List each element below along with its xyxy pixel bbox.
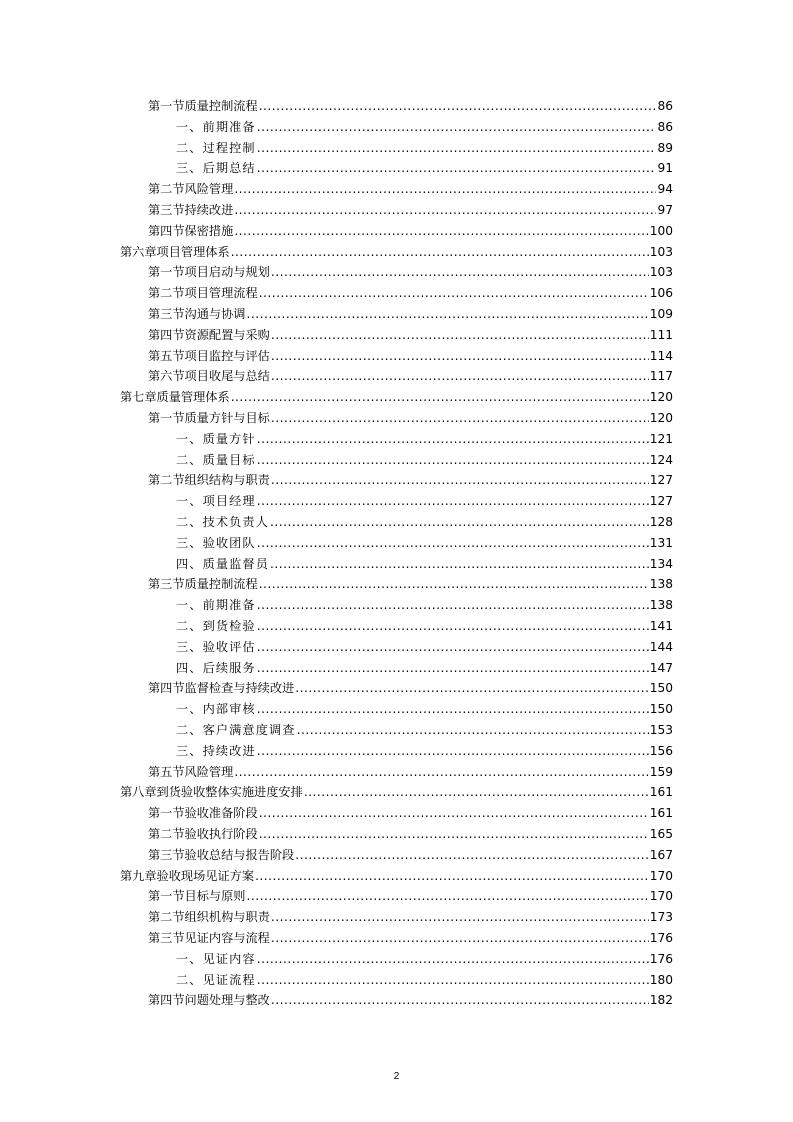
toc-leader-dots — [257, 949, 649, 970]
toc-entry[interactable] — [148, 824, 673, 845]
toc-entry[interactable] — [148, 200, 673, 221]
toc-leader-dots — [257, 533, 649, 554]
toc-entry-title: 第二节验收执行阶段 — [148, 827, 258, 841]
toc-entry-title: 第三节持续改进 — [148, 203, 234, 217]
toc-entry-title: 第二节风险管理 — [148, 182, 234, 197]
toc-leader-dots — [259, 283, 649, 304]
toc-entry[interactable] — [176, 637, 673, 658]
toc-leader-dots — [257, 158, 657, 179]
toc-entry-page: 111 — [649, 327, 673, 342]
toc-leader-dots — [271, 470, 649, 491]
toc-entry-title: 四、质量监督员 — [176, 556, 270, 571]
toc-entry-title: 四、后续服务 — [176, 660, 256, 675]
toc-leader-dots — [257, 138, 657, 159]
toc-leader-dots — [234, 221, 648, 242]
toc-entry[interactable] — [148, 346, 673, 367]
toc-entry[interactable] — [176, 450, 673, 471]
toc-entry[interactable] — [176, 158, 673, 179]
toc-entry-page: 117 — [649, 369, 673, 384]
toc-entry-title: 第四节问题处理与整改 — [148, 993, 270, 1008]
page-number: 2 — [393, 1071, 400, 1082]
toc-leader-dots — [257, 699, 649, 720]
toc-leader-dots — [231, 242, 649, 263]
toc-leader-dots — [270, 554, 649, 575]
toc-entry[interactable] — [148, 304, 673, 325]
toc-entry-title: 第二节项目管理流程 — [148, 286, 258, 301]
toc-entry-page: 120 — [649, 411, 673, 425]
toc-leader-dots — [271, 907, 649, 928]
toc-entry-page: 147 — [649, 660, 673, 675]
toc-entry[interactable] — [176, 595, 673, 616]
toc-entry-title: 一、见证内容 — [176, 951, 256, 966]
toc-entry-title: 第二节组织结构与职责 — [148, 473, 270, 488]
toc-entry-title: 第一节质量方针与目标 — [148, 411, 270, 425]
toc-entry-page: 156 — [649, 743, 673, 758]
toc-entry-title: 第四节保密措施 — [148, 223, 234, 238]
toc-entry[interactable] — [148, 762, 673, 783]
toc-entry[interactable] — [176, 949, 673, 970]
toc-entry-page: 97 — [657, 203, 673, 217]
toc-entry[interactable] — [148, 325, 673, 346]
toc-leader-dots — [259, 824, 649, 845]
toc-entry-title: 第一节项目启动与规划 — [148, 265, 270, 280]
toc-entry[interactable] — [176, 117, 673, 138]
toc-leader-dots — [271, 262, 649, 283]
toc-entry-page: 109 — [649, 307, 673, 321]
toc-entry-title: 第三节见证内容与流程 — [148, 931, 270, 945]
toc-entry-page: 138 — [649, 577, 673, 592]
toc-entry-page: 120 — [649, 390, 673, 405]
toc-entry-page: 103 — [649, 244, 673, 259]
toc-entry[interactable] — [120, 387, 673, 408]
toc-leader-dots — [295, 845, 648, 866]
toc-leader-dots — [271, 928, 649, 949]
toc-leader-dots — [257, 595, 649, 616]
toc-entry[interactable] — [148, 574, 673, 595]
toc-leader-dots — [231, 387, 649, 408]
toc-entry-title: 第五节风险管理 — [148, 764, 234, 779]
toc-entry[interactable] — [176, 554, 673, 575]
toc-entry-title: 第三节验收总结与报告阶段 — [148, 847, 295, 862]
toc-entry[interactable] — [120, 866, 673, 887]
toc-entry-title: 第一节质量控制流程 — [148, 99, 258, 113]
toc-entry-title: 第六章项目管理体系 — [120, 244, 230, 259]
toc-entry-title: 二、过程控制 — [176, 140, 256, 155]
toc-entry[interactable] — [176, 616, 673, 637]
toc-entry-title: 第九章验收现场见证方案 — [120, 868, 255, 883]
toc-entry-page: 89 — [657, 140, 673, 155]
toc-entry-page: 128 — [649, 515, 673, 529]
toc-entry-page: 141 — [649, 619, 673, 633]
toc-entry[interactable] — [176, 699, 673, 720]
toc-leader-dots — [259, 96, 657, 117]
toc-entry-page: 182 — [649, 993, 673, 1008]
toc-entry-page: 176 — [649, 931, 673, 945]
toc-leader-dots — [271, 346, 649, 367]
toc-entry-page: 100 — [649, 223, 673, 238]
toc-entry-page: 176 — [649, 951, 673, 966]
toc-entry[interactable] — [176, 741, 673, 762]
toc-entry-title: 二、质量目标 — [176, 452, 256, 467]
toc-entry[interactable] — [148, 221, 673, 242]
toc-leader-dots — [270, 512, 649, 533]
toc-entry-title: 第七章质量管理体系 — [120, 390, 230, 405]
toc-entry-page: 86 — [657, 99, 673, 113]
toc-leader-dots — [257, 658, 649, 679]
toc-entry[interactable] — [148, 928, 673, 949]
toc-entry[interactable] — [148, 886, 673, 907]
toc-entry-page: 161 — [649, 785, 673, 800]
toc-entry-page: 165 — [649, 827, 673, 841]
toc-entry-title: 第三节沟通与协调 — [148, 307, 246, 321]
toc-leader-dots — [271, 408, 649, 429]
toc-entry-page: 153 — [649, 723, 673, 737]
toc-leader-dots — [257, 970, 649, 991]
toc-entry-page: 91 — [657, 161, 673, 176]
toc-leader-dots — [295, 678, 648, 699]
toc-leader-dots — [255, 866, 649, 887]
toc-entry-page: 170 — [649, 889, 673, 904]
toc-entry-title: 一、质量方针 — [176, 431, 256, 446]
toc-entry[interactable] — [148, 262, 673, 283]
toc-entry-title: 第三节质量控制流程 — [148, 577, 258, 592]
toc-entry-page: 170 — [649, 868, 673, 883]
toc-entry-title: 第四节资源配置与采购 — [148, 327, 270, 342]
toc-entry-title: 一、内部审核 — [176, 702, 256, 717]
toc-leader-dots — [257, 117, 657, 138]
toc-entry-page: 134 — [649, 556, 673, 571]
toc-entry-title: 第一节验收准备阶段 — [148, 806, 258, 821]
toc-leader-dots — [257, 429, 649, 450]
toc-entry[interactable] — [176, 533, 673, 554]
toc-entry[interactable] — [120, 242, 673, 263]
toc-leader-dots — [247, 304, 649, 325]
toc-entry-page: 86 — [657, 119, 673, 134]
toc-entry[interactable] — [148, 408, 673, 429]
toc-entry-title: 一、前期准备 — [176, 119, 256, 134]
toc-leader-dots — [259, 574, 649, 595]
toc-entry-title: 第五节项目监控与评估 — [148, 348, 270, 363]
toc-entry-page: 121 — [649, 431, 673, 446]
toc-entry-title: 二、技术负责人 — [176, 515, 270, 529]
toc-leader-dots — [257, 637, 649, 658]
toc-leader-dots — [257, 491, 649, 512]
toc-entry[interactable] — [176, 658, 673, 679]
toc-entry[interactable] — [148, 366, 673, 387]
toc-leader-dots — [234, 200, 656, 221]
toc-leader-dots — [271, 990, 649, 1011]
toc-entry[interactable] — [148, 179, 673, 200]
toc-entry-title: 第六节项目收尾与总结 — [148, 369, 270, 384]
toc-entry-title: 三、验收评估 — [176, 639, 256, 654]
toc-entry[interactable] — [148, 907, 673, 928]
toc-entry[interactable] — [176, 491, 673, 512]
toc-entry-page: 124 — [649, 452, 673, 467]
toc-entry[interactable] — [176, 429, 673, 450]
toc-entry[interactable] — [148, 470, 673, 491]
toc-entry-title: 三、持续改进 — [176, 743, 256, 758]
toc-entry-title: 第一节目标与原则 — [148, 889, 246, 904]
toc-entry-page: 173 — [649, 910, 673, 925]
toc-entry-page: 103 — [649, 265, 673, 280]
toc-entry-title: 二、见证流程 — [176, 972, 256, 987]
toc-entry-title: 一、项目经理 — [176, 494, 256, 509]
toc-entry[interactable] — [148, 678, 673, 699]
toc-leader-dots — [257, 741, 649, 762]
toc-entry-page: 161 — [649, 806, 673, 821]
toc-leader-dots — [271, 366, 649, 387]
toc-entry-page: 144 — [649, 639, 673, 654]
toc-entry-page: 167 — [649, 847, 673, 862]
toc-leader-dots — [259, 803, 649, 824]
toc-entry[interactable] — [176, 720, 673, 741]
toc-entry-title: 二、到货检验 — [176, 619, 256, 633]
toc-entry[interactable] — [176, 512, 673, 533]
toc-entry-page: 150 — [649, 681, 673, 696]
toc-leader-dots — [247, 886, 649, 907]
toc-entry-page: 131 — [649, 535, 673, 550]
toc-entry-page: 94 — [657, 182, 673, 197]
toc-entry[interactable] — [148, 96, 673, 117]
toc-entry-page: 127 — [649, 494, 673, 509]
toc-entry-page: 106 — [649, 286, 673, 301]
toc-leader-dots — [297, 720, 649, 741]
toc-leader-dots — [234, 762, 648, 783]
toc-entry[interactable] — [120, 782, 673, 803]
toc-entry[interactable] — [148, 803, 673, 824]
toc-leader-dots — [234, 179, 656, 200]
toc-entry-title: 第二节组织机构与职责 — [148, 910, 270, 925]
toc-entry-page: 138 — [649, 598, 673, 613]
toc-entry-page: 159 — [649, 764, 673, 779]
toc-entry-page: 114 — [649, 348, 673, 363]
toc-entry-page: 127 — [649, 473, 673, 488]
toc-entry-title: 三、后期总结 — [176, 161, 256, 176]
toc-entry[interactable] — [148, 990, 673, 1011]
toc-entry-title: 第八章到货验收整体实施进度安排 — [120, 785, 303, 800]
toc-entry-title: 二、客户满意度调查 — [176, 723, 296, 737]
toc-entry[interactable] — [148, 283, 673, 304]
toc-entry[interactable] — [148, 845, 673, 866]
toc-leader-dots — [271, 325, 649, 346]
toc-entry-page: 180 — [649, 972, 673, 987]
toc-leader-dots — [257, 450, 649, 471]
toc-entry[interactable] — [176, 138, 673, 159]
toc-entry-title: 一、前期准备 — [176, 598, 256, 613]
toc-leader-dots — [257, 616, 649, 637]
toc-entry[interactable] — [176, 970, 673, 991]
toc-entry-title: 三、验收团队 — [176, 535, 256, 550]
toc-leader-dots — [304, 782, 649, 803]
toc-entry-page: 150 — [649, 702, 673, 717]
toc-entry-title: 第四节监督检查与持续改进 — [148, 681, 295, 696]
